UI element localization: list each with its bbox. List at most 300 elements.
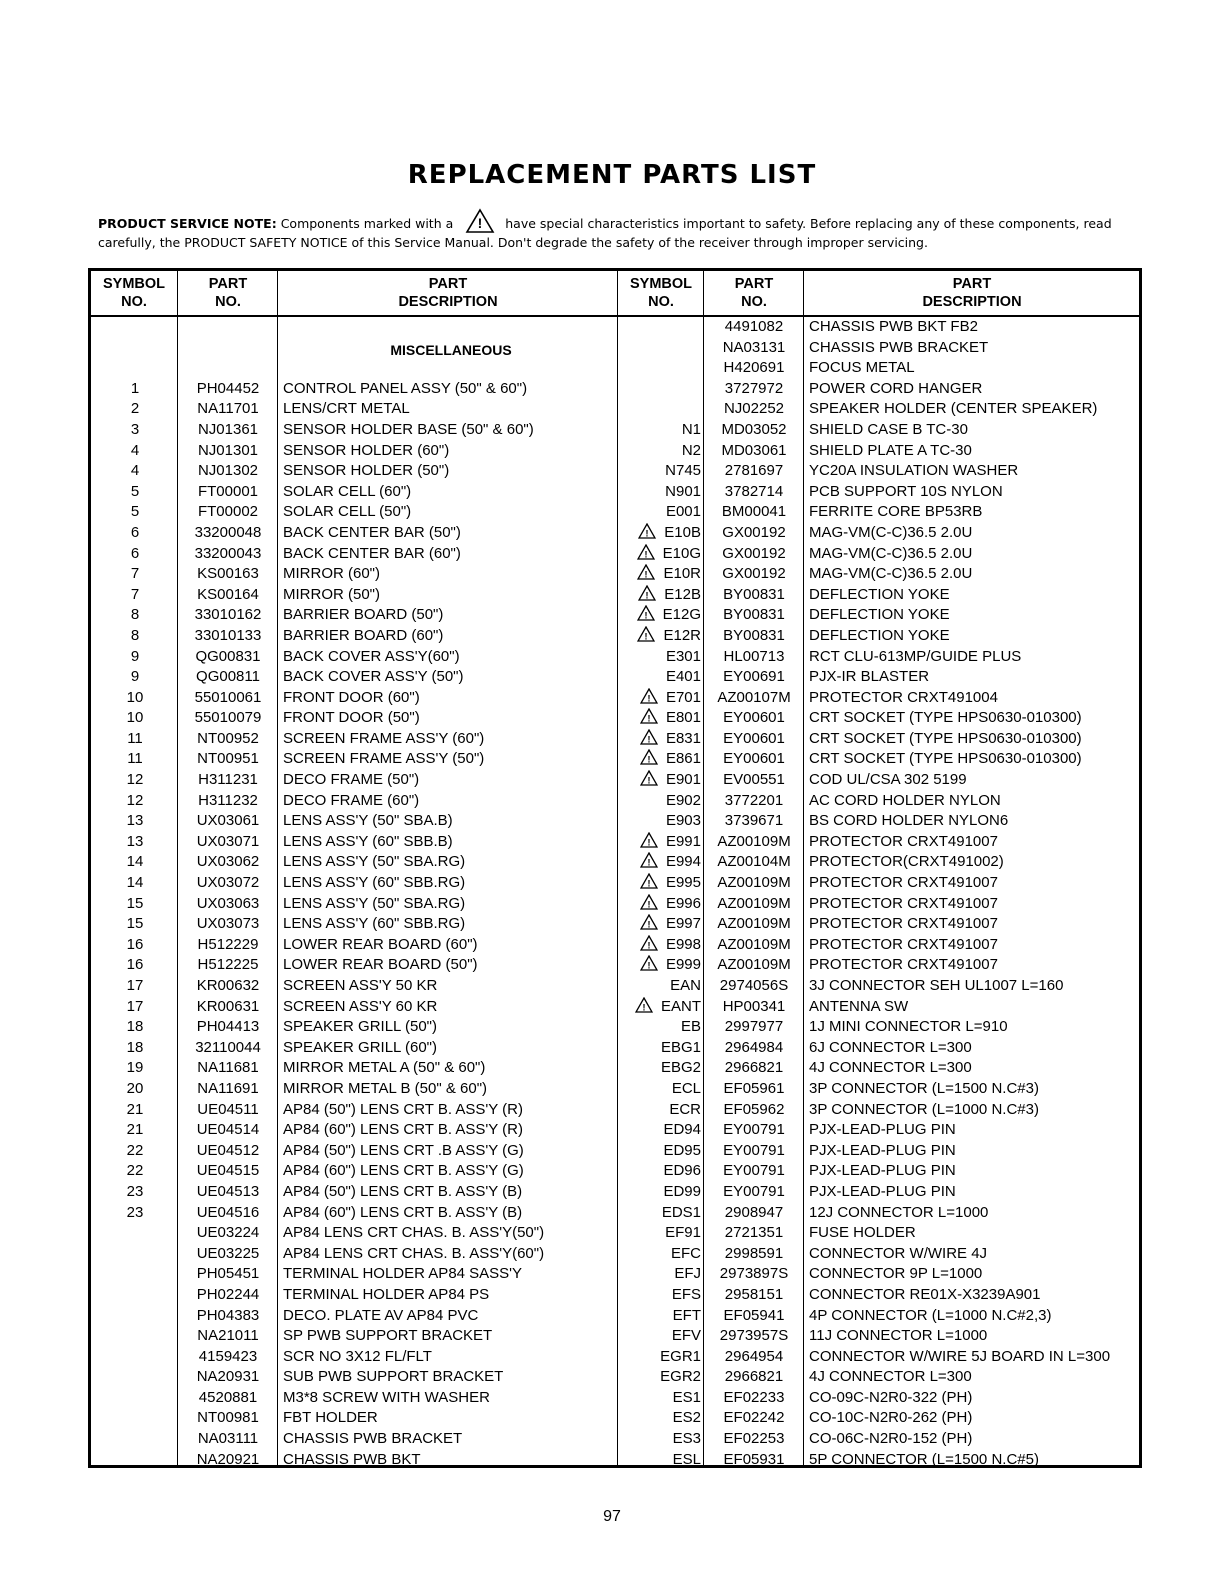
right-part-description: BS CORD HOLDER NYLON6: [809, 812, 1009, 830]
table-row: [91, 379, 1139, 400]
right-symbol-no: [619, 1408, 703, 1429]
svg-text:!: !: [644, 569, 648, 580]
table-row: [91, 626, 1139, 647]
right-part-no: AZ00109M: [717, 832, 791, 850]
right-symbol-no: [619, 1347, 703, 1368]
svg-text:!: !: [645, 528, 649, 539]
left-part-no: NT00981: [197, 1409, 259, 1427]
left-part-description: SOLAR CELL (50"): [283, 503, 412, 521]
right-symbol-text: E991: [665, 832, 701, 850]
table-row: [91, 420, 1139, 441]
right-symbol-no: [619, 1079, 703, 1100]
right-part-no: GX00192: [722, 523, 786, 541]
right-part-description: SHIELD PLATE A TC-30: [809, 441, 972, 459]
left-part-no: KS00164: [197, 585, 259, 603]
svg-text:!: !: [647, 960, 651, 971]
table-row: [91, 1429, 1139, 1450]
right-symbol-no: [619, 955, 703, 976]
table-row: [91, 502, 1139, 523]
table-row: [91, 1223, 1139, 1244]
left-part-description: SENSOR HOLDER (60"): [283, 441, 450, 459]
right-part-no: NJ02252: [723, 400, 785, 418]
right-symbol-no: [619, 1429, 703, 1450]
right-part-no: 2966821: [724, 1368, 784, 1386]
right-symbol-text: EBG1: [660, 1038, 701, 1056]
right-part-no: 2908947: [724, 1203, 784, 1221]
right-symbol-text: EB: [680, 1018, 701, 1036]
right-part-no: AZ00104M: [717, 853, 791, 871]
left-part-description: SPEAKER GRILL (50"): [283, 1018, 437, 1036]
right-symbol-text: E996: [665, 894, 701, 912]
right-symbol-no: [619, 1038, 703, 1059]
right-part-no: HP00341: [722, 997, 786, 1015]
left-part-no: H512225: [197, 956, 259, 974]
header-part-no-right: PART NO.: [734, 276, 774, 310]
svg-text:!: !: [647, 899, 651, 910]
right-part-no: 2964984: [724, 1038, 784, 1056]
left-part-no: NJ01301: [197, 441, 259, 459]
header-part-description-right: PART DESCRIPTION: [922, 276, 1022, 310]
safety-warning-icon: [465, 208, 495, 234]
right-symbol-text: N901: [665, 482, 701, 500]
right-symbol-no: [619, 1326, 703, 1347]
right-part-description: SHIELD CASE B TC-30: [809, 420, 968, 438]
svg-text:!: !: [647, 878, 651, 889]
left-symbol-no: 23: [126, 1182, 144, 1200]
header-symbol-no-left: SYMBOL NO.: [102, 276, 166, 310]
left-symbol-no: 22: [126, 1141, 144, 1159]
left-part-description: AP84 (60") LENS CRT B. ASS'Y (R): [283, 1121, 523, 1139]
right-part-description: 3P CONNECTOR (L=1000 N.C#3): [809, 1100, 1039, 1118]
svg-text:!: !: [647, 734, 651, 745]
left-symbol-no: 15: [126, 915, 144, 933]
right-part-description: RCT CLU-613MP/GUIDE PLUS: [809, 647, 1022, 665]
table-row: [91, 688, 1139, 709]
right-part-description: FOCUS METAL: [809, 359, 915, 377]
left-part-description: DECO FRAME (60"): [283, 791, 420, 809]
right-symbol-no: [619, 626, 703, 647]
right-symbol-no: [619, 914, 703, 935]
left-part-no: 33010162: [194, 606, 262, 624]
right-part-description: COD UL/CSA 302 5199: [809, 771, 967, 789]
right-part-no: BY00831: [723, 626, 785, 644]
right-symbol-no: [619, 420, 703, 441]
left-part-no: 55010061: [194, 688, 262, 706]
safety-warning-icon: [637, 626, 655, 642]
right-part-no: NA03131: [722, 338, 786, 356]
right-part-no: EF05941: [723, 1306, 785, 1324]
left-symbol-no: 6: [130, 523, 140, 541]
right-part-no: 2997977: [724, 1018, 784, 1036]
right-symbol-text: N2: [681, 441, 701, 459]
left-part-no: NA03111: [197, 1430, 259, 1448]
right-part-no: EF02253: [723, 1430, 785, 1448]
right-part-no: EY00601: [723, 709, 785, 727]
table-row: [91, 1388, 1139, 1409]
table-row: [91, 1408, 1139, 1429]
table-row: [91, 317, 1139, 338]
right-part-description: ANTENNA SW: [809, 997, 909, 1015]
left-part-no: PH04452: [196, 379, 260, 397]
right-part-description: SPEAKER HOLDER (CENTER SPEAKER): [809, 400, 1098, 418]
right-symbol-text: ECR: [669, 1100, 701, 1118]
right-symbol-no: [619, 1223, 703, 1244]
right-part-no: 2721351: [724, 1224, 784, 1242]
right-symbol-no: [619, 1120, 703, 1141]
right-part-no: EY00791: [723, 1162, 785, 1180]
left-part-no: H512229: [197, 935, 259, 953]
right-symbol-text: EFS: [671, 1285, 701, 1303]
right-symbol-text: EGR1: [660, 1347, 701, 1365]
right-symbol-text: E831: [665, 729, 701, 747]
right-part-no: AZ00109M: [717, 935, 791, 953]
table-row: [91, 1058, 1139, 1079]
right-symbol-no: [619, 729, 703, 750]
left-part-description: AP84 (50") LENS CRT B. ASS'Y (B): [283, 1182, 523, 1200]
table-row: [91, 523, 1139, 544]
table-row: [91, 873, 1139, 894]
right-symbol-no: [619, 605, 703, 626]
right-symbol-no: [619, 1100, 703, 1121]
left-symbol-no: 8: [130, 626, 140, 644]
safety-warning-icon: [640, 729, 658, 745]
right-part-no: HL00713: [723, 647, 785, 665]
svg-text:!: !: [647, 754, 651, 765]
right-part-no: H420691: [723, 359, 785, 377]
right-part-description: PROTECTOR(CRXT491002): [809, 853, 1004, 871]
left-part-no: KS00163: [197, 565, 259, 583]
note-text-after: have special characteristics important to safety. Before replacing any of these components, read carefully, the PRODUCT SAFETY NOTICE of this Service Manual. Don't degrade the safety of the receiver through improper servicing.: [98, 216, 1112, 250]
right-part-description: PJX-LEAD-PLUG PIN: [809, 1141, 956, 1159]
right-symbol-text: E10R: [663, 565, 701, 583]
left-part-no: QG00811: [196, 668, 260, 686]
right-part-description: PJX-LEAD-PLUG PIN: [809, 1162, 956, 1180]
right-part-no: 2974056S: [719, 977, 789, 994]
svg-text:!: !: [644, 549, 648, 560]
left-part-description: SCREEN ASS'Y 60 KR: [283, 997, 438, 1015]
right-part-no: 2998591: [724, 1244, 784, 1262]
right-part-description: CO-06C-N2R0-152 (PH): [809, 1430, 973, 1448]
right-part-no: MD03061: [721, 441, 787, 459]
right-part-no: 4491082: [724, 318, 784, 335]
safety-warning-icon: [640, 873, 658, 889]
left-part-no: PH05451: [196, 1265, 260, 1283]
right-symbol-text: EFT: [672, 1306, 701, 1324]
left-part-no: PH04383: [196, 1306, 260, 1324]
right-part-no: EF02242: [723, 1409, 785, 1427]
left-part-no: NA20931: [196, 1368, 260, 1386]
table-row: [91, 1244, 1139, 1265]
svg-text:!: !: [647, 857, 651, 868]
right-part-no: EF02233: [723, 1388, 785, 1406]
left-symbol-no: 17: [126, 977, 144, 994]
left-part-description: LENS ASS'Y (60" SBB.RG): [283, 915, 466, 933]
left-symbol-no: 11: [127, 750, 143, 768]
left-part-description: MIRROR (60"): [283, 565, 380, 583]
left-part-no: 33200048: [194, 523, 262, 541]
right-part-description: PROTECTOR CRXT491007: [809, 894, 998, 912]
svg-text:!: !: [477, 215, 483, 231]
left-part-no: NT00952: [197, 729, 259, 747]
svg-text:!: !: [645, 590, 649, 601]
table-row: [91, 1264, 1139, 1285]
right-symbol-no: [619, 523, 703, 544]
table-row: [91, 1161, 1139, 1182]
right-part-no: 3782714: [724, 482, 784, 500]
safety-warning-icon: [638, 585, 656, 601]
left-symbol-no: 9: [130, 668, 140, 686]
right-part-no: 2964954: [724, 1347, 784, 1365]
left-part-no: NA21011: [197, 1327, 259, 1345]
left-part-description: MIRROR (50"): [283, 585, 380, 603]
safety-warning-icon: [640, 770, 658, 786]
left-part-no: 4159423: [198, 1347, 258, 1365]
table-header: [91, 271, 1139, 317]
table-row: [91, 1079, 1139, 1100]
right-part-no: EY00601: [723, 750, 785, 768]
left-part-no: NJ01302: [197, 462, 259, 480]
svg-text:!: !: [644, 631, 648, 642]
right-part-description: 4P CONNECTOR (L=1000 N.C#2,3): [809, 1306, 1052, 1324]
right-part-description: YC20A INSULATION WASHER: [809, 462, 1019, 480]
right-symbol-no: [619, 1161, 703, 1182]
left-part-description: SCREEN FRAME ASS'Y (60"): [283, 729, 485, 747]
right-part-description: CHASSIS PWB BKT FB2: [809, 318, 978, 335]
right-part-description: DEFLECTION YOKE: [809, 626, 950, 644]
safety-warning-icon: [640, 688, 658, 704]
table-row: [91, 667, 1139, 688]
left-symbol-no: 16: [126, 935, 144, 953]
right-symbol-no: [619, 1203, 703, 1224]
table-row: [91, 1038, 1139, 1059]
right-part-no: 2973957S: [719, 1327, 789, 1345]
left-part-description: CHASSIS PWB BRACKET: [283, 1430, 463, 1448]
right-part-description: PROTECTOR CRXT491007: [809, 956, 998, 974]
right-symbol-no: [619, 502, 703, 523]
right-symbol-no: [619, 544, 703, 565]
right-symbol-text: E998: [665, 935, 701, 953]
left-part-description: SCR NO 3X12 FL/FLT: [283, 1347, 432, 1365]
table-row: [91, 1100, 1139, 1121]
safety-warning-icon: [640, 852, 658, 868]
left-part-no: PH04413: [196, 1018, 260, 1036]
right-symbol-no: [619, 976, 703, 997]
right-symbol-text: E999: [665, 956, 701, 974]
left-part-no: KR00631: [196, 997, 260, 1015]
left-symbol-no: 2: [130, 400, 140, 418]
table-row: [91, 482, 1139, 503]
table-row: [91, 1182, 1139, 1203]
right-part-no: AZ00109M: [717, 874, 791, 892]
left-part-description: LENS/CRT METAL: [283, 400, 410, 418]
left-part-no: NT00951: [197, 750, 259, 768]
svg-text:!: !: [647, 713, 651, 724]
note-text-before: Components marked with a: [280, 216, 454, 231]
right-part-description: CRT SOCKET (TYPE HPS0630-010300): [809, 709, 1082, 727]
right-part-description: 5P CONNECTOR (L=1500 N.C#5): [809, 1450, 1039, 1468]
left-part-description: BACK CENTER BAR (60"): [283, 544, 461, 562]
table-row: [91, 976, 1139, 997]
left-part-description: AP84 (50") LENS CRT B. ASS'Y (R): [283, 1100, 523, 1118]
right-part-no: BM00041: [721, 503, 787, 521]
safety-warning-icon: [637, 564, 655, 580]
right-part-description: PJX-LEAD-PLUG PIN: [809, 1121, 956, 1139]
table-row: [91, 1450, 1139, 1471]
right-part-no: BY00831: [723, 585, 785, 603]
left-part-description: AP84 (50") LENS CRT .B ASS'Y (G): [283, 1141, 524, 1159]
right-part-no: EF05931: [723, 1450, 785, 1468]
right-part-description: MAG-VM(C-C)36.5 2.0U: [809, 565, 973, 583]
right-part-description: PROTECTOR CRXT491007: [809, 874, 998, 892]
safety-warning-icon: [637, 544, 655, 560]
right-symbol-no: [619, 482, 703, 503]
right-part-no: EY00791: [723, 1141, 785, 1159]
right-part-no: 2966821: [724, 1059, 784, 1077]
svg-text:!: !: [647, 837, 651, 848]
left-part-no: NA20921: [196, 1450, 260, 1468]
left-symbol-no: 7: [130, 585, 140, 603]
table-row: [91, 894, 1139, 915]
right-part-description: PJX-IR BLASTER: [809, 668, 930, 686]
right-part-description: 6J CONNECTOR L=300: [809, 1038, 972, 1056]
left-part-description: LOWER REAR BOARD (50"): [283, 956, 478, 974]
right-symbol-text: E995: [665, 874, 701, 892]
svg-text:!: !: [647, 693, 651, 704]
right-symbol-text: ED99: [663, 1182, 701, 1200]
right-part-description: PJX-LEAD-PLUG PIN: [809, 1182, 956, 1200]
right-symbol-no: [619, 1182, 703, 1203]
right-part-description: FERRITE CORE BP53RB: [809, 503, 983, 521]
left-part-no: UX03061: [196, 812, 260, 830]
left-part-description: BACK COVER ASS'Y(60"): [283, 647, 460, 665]
left-symbol-no: 13: [126, 832, 144, 850]
table-row: [91, 1326, 1139, 1347]
right-symbol-no: [619, 667, 703, 688]
svg-text:!: !: [647, 775, 651, 786]
right-part-no: EY00691: [723, 668, 785, 686]
right-symbol-text: EFC: [671, 1244, 701, 1262]
right-symbol-text: E10G: [662, 544, 701, 562]
right-symbol-text: E801: [665, 709, 701, 727]
right-part-description: 4J CONNECTOR L=300: [809, 1059, 972, 1077]
left-part-description: FRONT DOOR (60"): [283, 688, 420, 706]
left-part-no: NA11701: [197, 400, 259, 418]
page-number: 97: [603, 1508, 621, 1525]
right-part-description: PCB SUPPORT 10S NYLON: [809, 482, 1003, 500]
right-symbol-text: E901: [665, 771, 701, 789]
right-symbol-text: E001: [665, 503, 701, 521]
left-symbol-no: 15: [126, 894, 144, 912]
left-part-no: UX03062: [196, 853, 260, 871]
left-part-description: LENS ASS'Y (60" SBB.B): [283, 832, 453, 850]
right-symbol-text: ED94: [663, 1121, 701, 1139]
right-part-description: DEFLECTION YOKE: [809, 585, 950, 603]
left-symbol-no: 5: [130, 482, 140, 500]
left-part-no: KR00632: [196, 977, 260, 994]
right-symbol-no: [619, 585, 703, 606]
right-symbol-text: N745: [665, 462, 701, 480]
left-part-no: UE04511: [197, 1100, 259, 1118]
left-part-description: SUB PWB SUPPORT BRACKET: [283, 1368, 504, 1386]
left-symbol-no: 6: [130, 544, 140, 562]
right-part-description: MAG-VM(C-C)36.5 2.0U: [809, 544, 973, 562]
table-row: [91, 441, 1139, 462]
right-symbol-text: E12R: [663, 626, 701, 644]
table-row: [91, 914, 1139, 935]
table-row: [91, 358, 1139, 379]
left-part-description: SENSOR HOLDER (50"): [283, 462, 450, 480]
left-symbol-no: 9: [130, 647, 140, 665]
left-part-no: QG00831: [195, 647, 261, 665]
left-part-description: SOLAR CELL (60"): [283, 482, 412, 500]
left-symbol-no: 3: [130, 420, 140, 438]
left-part-description: AP84 LENS CRT CHAS. B. ASS'Y(50"): [283, 1224, 545, 1242]
right-part-description: CO-09C-N2R0-322 (PH): [809, 1388, 973, 1406]
left-part-description: MIRROR METAL B (50" & 60"): [283, 1079, 488, 1097]
right-part-description: 1J MINI CONNECTOR L=910: [809, 1018, 1008, 1036]
header-part-description-left: PART DESCRIPTION: [398, 276, 498, 310]
left-part-no: PH02244: [196, 1285, 260, 1303]
left-part-no: FT00001: [197, 482, 259, 500]
table-row: [91, 585, 1139, 606]
left-part-description: MIRROR METAL A (50" & 60"): [283, 1059, 486, 1077]
table-body: [91, 317, 1139, 1470]
left-symbol-no: 17: [126, 997, 144, 1015]
table-row: [91, 461, 1139, 482]
right-symbol-no: [619, 1388, 703, 1409]
left-part-description: SCREEN ASS'Y 50 KR: [283, 977, 438, 994]
left-part-description: CONTROL PANEL ASSY (50" & 60"): [283, 379, 528, 397]
right-part-description: PROTECTOR CRXT491007: [809, 832, 998, 850]
right-part-no: 3772201: [724, 791, 784, 809]
left-symbol-no: 12: [126, 791, 144, 809]
left-symbol-no: 21: [126, 1121, 144, 1139]
right-symbol-text: E902: [665, 791, 701, 809]
right-part-description: 3J CONNECTOR SEH UL1007 L=160: [809, 977, 1064, 994]
safety-warning-icon: [638, 523, 656, 539]
left-part-description: TERMINAL HOLDER AP84 SASS'Y: [283, 1265, 523, 1283]
right-symbol-no: [619, 441, 703, 462]
table-row: [91, 1285, 1139, 1306]
right-symbol-no: [619, 1285, 703, 1306]
safety-warning-icon: [640, 935, 658, 951]
right-part-description: PROTECTOR CRXT491004: [809, 688, 998, 706]
right-part-no: AZ00109M: [717, 915, 791, 933]
left-part-no: NA11681: [197, 1059, 259, 1077]
right-symbol-text: E994: [665, 853, 701, 871]
left-part-description: M3*8 SCREW WITH WASHER: [283, 1388, 490, 1406]
right-symbol-text: ES3: [672, 1430, 701, 1448]
right-symbol-text: EGR2: [660, 1368, 701, 1386]
left-part-description: SENSOR HOLDER BASE (50" & 60"): [283, 420, 534, 438]
right-part-no: EY00791: [723, 1121, 785, 1139]
right-symbol-text: EDS1: [661, 1203, 701, 1221]
right-part-no: GX00192: [722, 544, 786, 562]
table-row: [91, 1017, 1139, 1038]
left-symbol-no: 1: [130, 379, 140, 397]
left-part-no: 4520881: [198, 1388, 258, 1406]
right-symbol-no: [619, 873, 703, 894]
table-row: [91, 1203, 1139, 1224]
right-symbol-text: ESL: [672, 1450, 701, 1468]
safety-warning-icon: [640, 894, 658, 910]
right-symbol-no: [619, 1244, 703, 1265]
left-part-no: NA11691: [197, 1079, 259, 1097]
right-part-description: 3P CONNECTOR (L=1500 N.C#3): [809, 1079, 1039, 1097]
right-part-description: POWER CORD HANGER: [809, 379, 983, 397]
right-symbol-text: ED96: [663, 1162, 701, 1180]
section-heading: MISCELLANEOUS: [390, 341, 512, 358]
